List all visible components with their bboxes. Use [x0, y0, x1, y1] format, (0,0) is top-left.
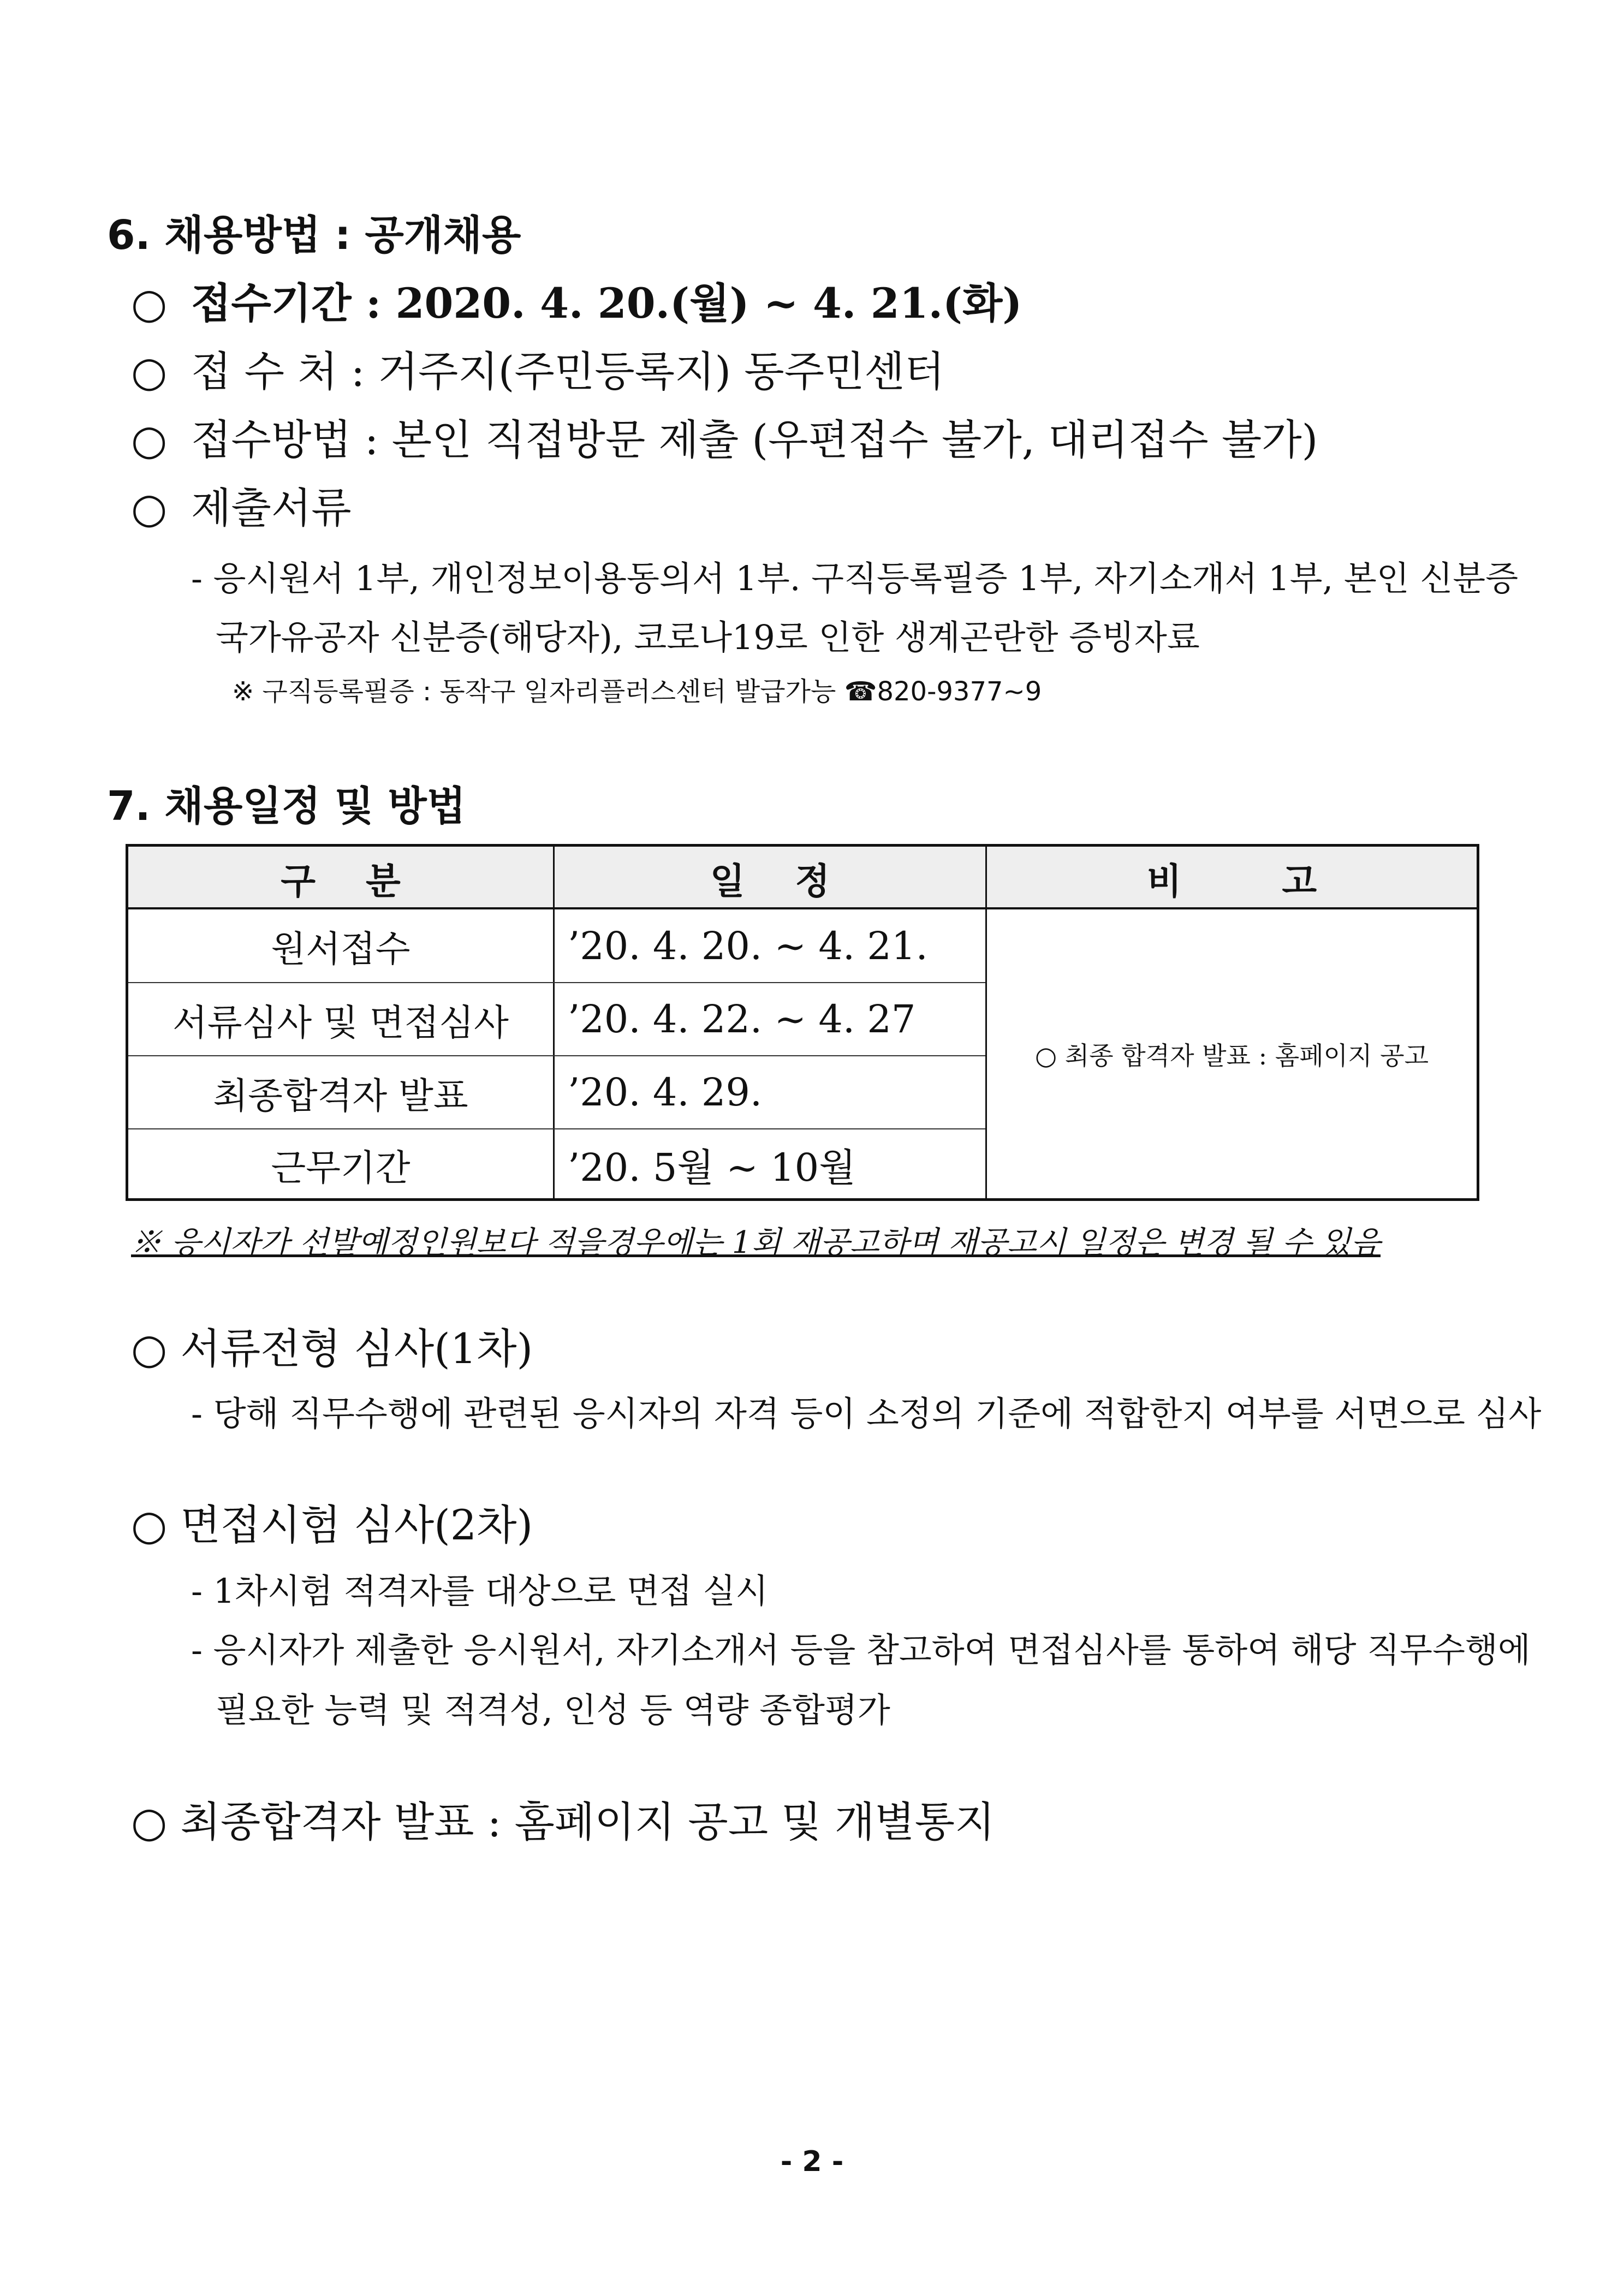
row3-category: 최종합격자 발표	[213, 1074, 468, 1117]
remark-cell: ○ 최종 합격자 발표 : 홈페이지 공고	[1034, 1041, 1429, 1070]
row2-schedule: ’20. 4. 22. ~ 4. 27	[568, 997, 916, 1042]
receipt-place-text: 접 수 처 : 거주지(주민등록지) 동주민센터	[191, 347, 945, 396]
bullet-circle: ○	[131, 415, 168, 464]
row1-category: 원서접수	[271, 928, 411, 970]
schedule-warning: ※ 응시자가 선발예정인원보다 적을경우에는 1회 재공고하며 재공고시 일정은 변경 될 수 있음	[131, 1225, 1381, 1260]
docs-note: ※ 구직등록필증 : 동작구 일자리플러스센터 발급가능 ☎820-9377~9	[232, 676, 1042, 707]
section6-heading: 6. 채용방법 : 공개채용	[107, 212, 521, 259]
final-announcement: ○ 최종합격자 발표 : 홈페이지 공고 및 개별통지	[131, 1798, 995, 1846]
header-category: 구 분	[281, 860, 401, 902]
interview-title: ○ 면접시험 심사(2차)	[131, 1501, 533, 1549]
receipt-method	[131, 407, 1318, 466]
row4-schedule: ’20. 5월 ~ 10월	[568, 1145, 856, 1190]
receipt-place	[131, 338, 944, 398]
row3-schedule: ’20. 4. 29.	[568, 1070, 763, 1115]
bullet-circle: ○	[131, 279, 168, 328]
bullet-circle: ○	[131, 484, 168, 532]
receipt-period-text: 접수기간 : 2020. 4. 20.(월) ~ 4. 21.(화)	[191, 279, 1022, 328]
row2-category: 서류심사 및 면접심사	[172, 1001, 509, 1044]
row4-category: 근무기간	[271, 1146, 411, 1189]
interview-desc2: - 응시자가 제출한 응시원서, 자기소개서 등을 참고하여 면접심사를 통하여 해당 직무수행에	[191, 1630, 1531, 1670]
row1-schedule: ’20. 4. 20. ~ 4. 21.	[568, 923, 928, 968]
header-remark: 비 고	[1146, 860, 1317, 902]
header-schedule: 일 정	[710, 860, 830, 902]
bullet-circle: ○	[131, 347, 168, 396]
doc-review-title: ○ 서류전형 심사(1차)	[131, 1324, 533, 1373]
docs-list-line2: 국가유공자 신분증(해당자), 코로나19로 인한 생계곤란한 증빙자료	[216, 617, 1200, 657]
page-number: - 2 -	[780, 2145, 844, 2178]
submit-docs	[131, 475, 352, 534]
schedule-table	[126, 844, 1479, 1201]
interview-desc3: 필요한 능력 및 적격성, 인성 등 역량 종합평가	[216, 1690, 890, 1730]
submit-docs-text: 제출서류	[191, 484, 352, 532]
section7-heading: 7. 채용일정 및 방법	[107, 783, 466, 830]
docs-list-line1: - 응시원서 1부, 개인정보이용동의서 1부. 구직등록필증 1부, 자기소개서 1부, 본인 신분증	[191, 558, 1519, 598]
interview-desc1: - 1차시험 적격자를 대상으로 면접 실시	[191, 1571, 769, 1611]
receipt-period	[131, 270, 1022, 330]
receipt-method-text: 접수방법 : 본인 직접방문 제출 (우편접수 불가, 대리접수 불가)	[191, 415, 1318, 464]
doc-review-desc: - 당해 직무수행에 관련된 응시자의 자격 등이 소정의 기준에 적합한지 여부를 서면으로 심사	[191, 1394, 1542, 1433]
